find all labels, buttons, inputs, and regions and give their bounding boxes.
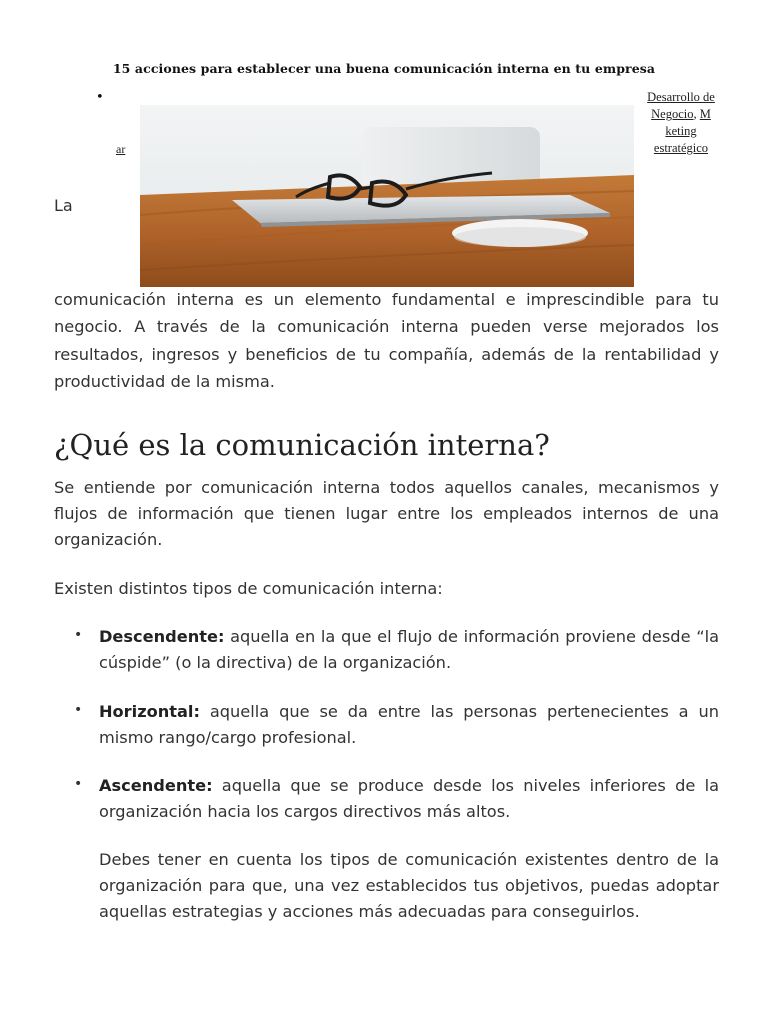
- category-separator: ,: [693, 107, 700, 121]
- category-link-marketing[interactable]: M keting estratégico: [653, 107, 711, 155]
- list-bullet: [74, 627, 82, 643]
- list-item: [99, 624, 719, 676]
- list-bullet: [74, 702, 82, 718]
- laptop-desk-photo-icon: [140, 105, 634, 287]
- list-item-text: aquella que se produce desde los niveles inferiores de la organización hacia los cargos directivos más altos.: [99, 776, 719, 821]
- article-title: 15 acciones para establecer una buena comunicación interna en tu empresa: [112, 61, 656, 76]
- types-intro: Existen distintos tipos de comunicación interna:: [54, 579, 443, 598]
- intro-first-word: La: [54, 196, 73, 215]
- list-item: [99, 773, 719, 825]
- list-item-text: aquella en la que el flujo de información proviene desde “la cúspide” (o la directiva) de la organización.: [99, 627, 719, 672]
- list-bullet: [74, 776, 82, 792]
- intro-paragraph: comunicación interna es un elemento fundamental e imprescindible para tu negocio. A través de la comunicación interna pueden verse mejorados los resultados, ingresos y beneficios de tu compañía, además de la rentabilidad y productividad de la misma.: [54, 290, 719, 391]
- list-item-text: aquella que se da entre las personas pertenecientes a un mismo rango/cargo profesional.: [99, 702, 719, 747]
- category-link-fragment[interactable]: ar: [116, 142, 126, 156]
- post-categories: [640, 89, 722, 157]
- category-link-desarrollo[interactable]: Desarrollo de Negocio: [647, 90, 715, 121]
- closing-paragraph: Debes tener en cuenta los tipos de comunicación existentes dentro de la organización para que, una vez establecidos tus objetivos, puedas adoptar aquellas estrategias y acciones más adecuadas para conseguirlos.: [99, 850, 719, 921]
- definition-paragraph: Se entiende por comunicación interna todos aquellos canales, mecanismos y flujos de información que tienen lugar entre los empleados internos de una organización.: [54, 478, 719, 549]
- list-item-term: Descendente:: [99, 627, 225, 646]
- hero-photo: [140, 105, 634, 287]
- list-item: [99, 699, 719, 751]
- section-heading: ¿Qué es la comunicación interna?: [54, 428, 550, 462]
- list-item-term: Ascendente:: [99, 776, 213, 795]
- list-item-term: Horizontal:: [99, 702, 200, 721]
- list-bullet: •: [96, 90, 104, 105]
